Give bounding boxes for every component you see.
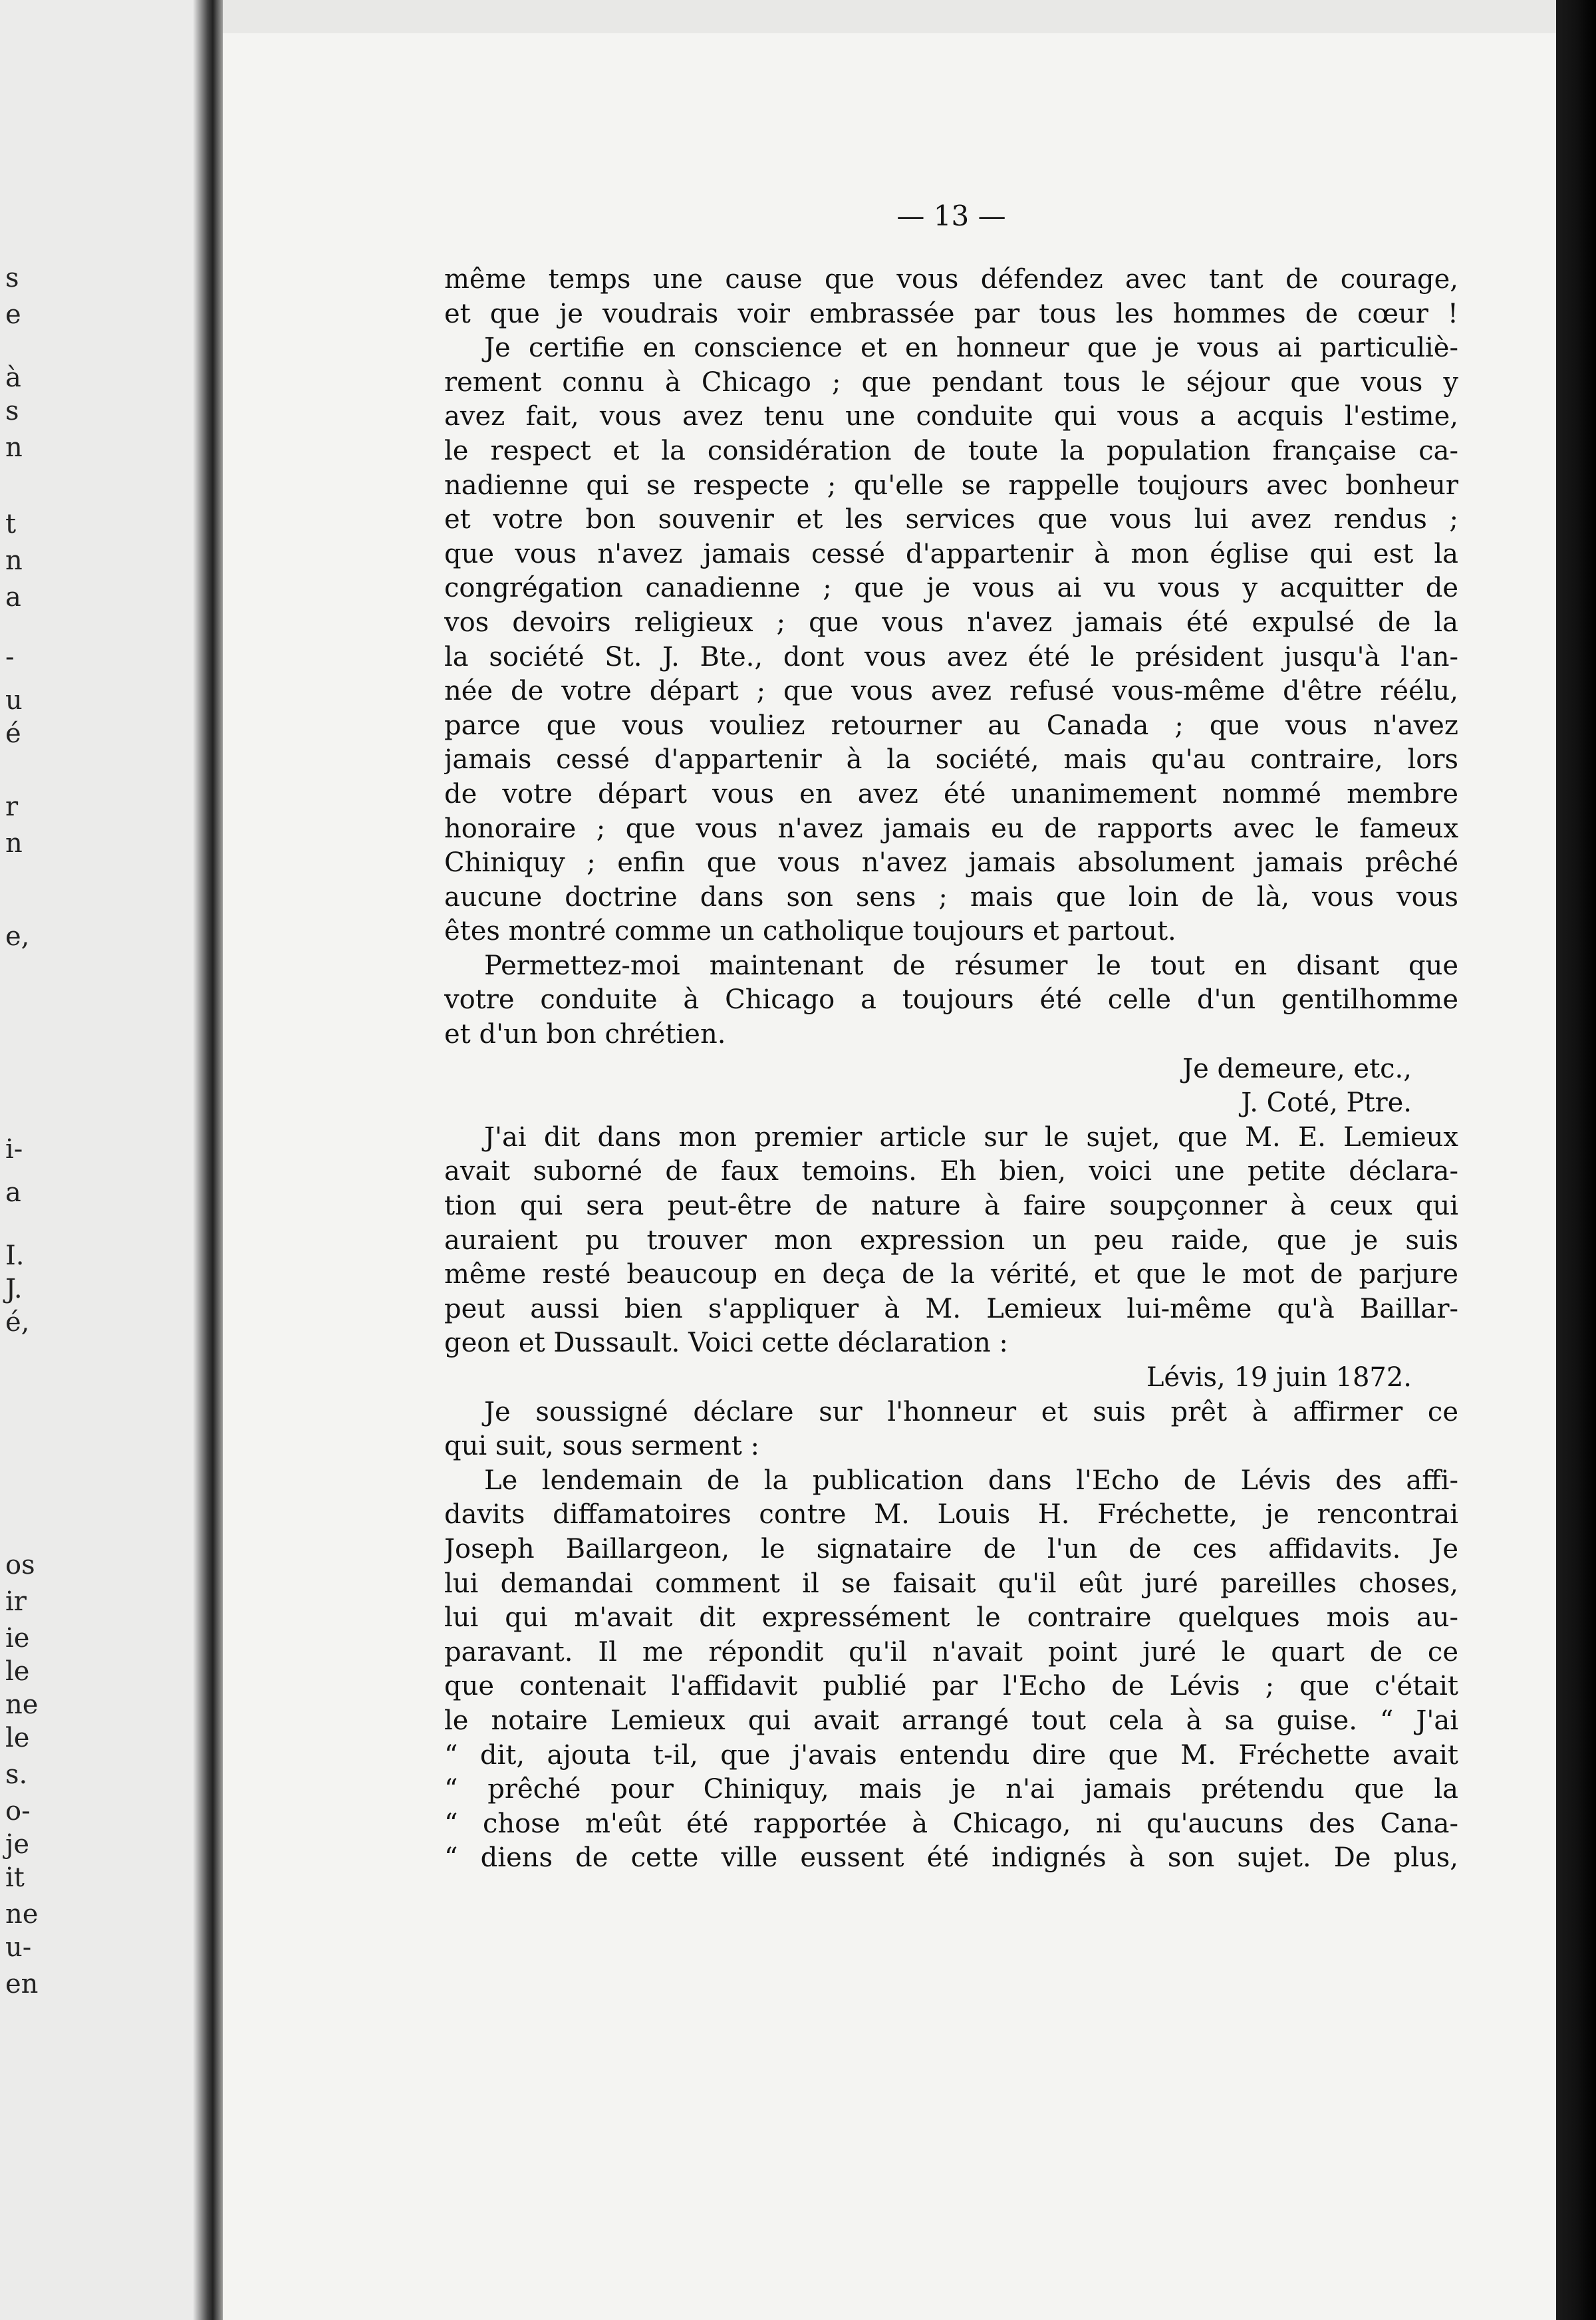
text-line: êtes montré comme un catholique toujours et partout. (444, 916, 1176, 947)
text-line: avez fait, vous avez tenu une conduite qui vous a acquis l'estime, (444, 401, 1458, 432)
page-body (444, 263, 1458, 1876)
text-line: et votre bon souvenir et les services que vous lui avez rendus ; (444, 504, 1458, 535)
facing-page-fragment: ie (5, 1623, 30, 1654)
text-line: paravant. Il me répondit qu'il n'avait point juré le quart de ce (444, 1636, 1458, 1668)
text-line: parce que vous vouliez retourner au Canada ; que vous n'avez (444, 710, 1458, 741)
text-line: honoraire ; que vous n'avez jamais eu de rapports avec le fameux (444, 813, 1458, 844)
facing-page-fragment: a (5, 582, 21, 613)
text-line: “ dit, ajouta t-il, que j'avais entendu dire que M. Fréchette avait (444, 1739, 1458, 1771)
text-line: Joseph Baillargeon, le signataire de l'un de ces affidavits. Je (444, 1533, 1458, 1564)
facing-page-fragment: é (5, 718, 21, 749)
text-line: auraient pu trouver mon expression un peu raide, que je suis (444, 1225, 1458, 1256)
facing-page-fragment: u- (5, 1932, 32, 1963)
text-line: “ chose m'eût été rapportée à Chicago, ni qu'aucuns des Cana- (444, 1808, 1458, 1839)
facing-page-fragment: - (5, 642, 15, 672)
facing-page-fragment: s (5, 396, 19, 426)
facing-page-fragment: à (5, 362, 21, 393)
text-line: “ prêché pour Chiniquy, mais je n'ai jamais prétendu que la (444, 1774, 1458, 1805)
text-line: J'ai dit dans mon premier article sur le sujet, que M. E. Lemieux (484, 1121, 1458, 1153)
facing-page-fragment: je (5, 1829, 30, 1860)
page-top-edge (223, 0, 1556, 33)
facing-page-fragment: en (5, 1969, 39, 1999)
text-line: tion qui sera peut-être de nature à faire soupçonner à ceux qui (444, 1191, 1458, 1222)
facing-page-fragment: r (5, 792, 19, 822)
facing-page-fragment: n (5, 828, 23, 859)
text-line: avait suborné de faux temoins. Eh bien, voici une petite déclara- (444, 1156, 1458, 1187)
text-line: vos devoirs religieux ; que vous n'avez jamais été expulsé de la (444, 607, 1458, 638)
text-line: davits diffamatoires contre M. Louis H. Fréchette, je rencontrai (444, 1499, 1458, 1530)
facing-page-fragment: a (5, 1177, 21, 1208)
text-line: aucune doctrine dans son sens ; mais que loin de là, vous vous (444, 881, 1458, 913)
text-line: nadienne qui se respecte ; qu'elle se rappelle toujours avec bonheur (444, 470, 1458, 501)
text-line: lui demandai comment il se faisait qu'il eût juré pareilles choses, (444, 1568, 1458, 1599)
facing-page-fragment: n (5, 432, 23, 463)
facing-page-fragment: ne (5, 1689, 39, 1720)
letter-closing: Je demeure, etc., (1182, 1053, 1412, 1084)
book-spine (193, 0, 226, 2320)
text-line: votre conduite à Chicago a toujours été celle d'un gentilhomme (444, 984, 1458, 1016)
text-line: “ diens de cette ville eussent été indignés à son sujet. De plus, (444, 1842, 1458, 1874)
facing-page-fragment: e (5, 299, 21, 330)
text-line: même resté beaucoup en deça de la vérité, et que le mot de parjure (444, 1259, 1458, 1290)
text-line: et que je voudrais voir embrassée par tous les hommes de cœur ! (444, 298, 1458, 329)
page-number: — 13 — (896, 200, 1006, 232)
text-line: jamais cessé d'appartenir à la société, mais qu'au contraire, lors (444, 744, 1458, 776)
text-line: Le lendemain de la publication dans l'Echo de Lévis des affi- (484, 1465, 1458, 1496)
facing-page-fragment: u (5, 685, 23, 716)
facing-page-fragment: e, (5, 921, 30, 952)
facing-page-fragment: t (5, 509, 17, 539)
text-line: le notaire Lemieux qui avait arrangé tout cela à sa guise. “ J'ai (444, 1705, 1458, 1736)
text-line: le respect et la considération de toute la population française ca- (444, 435, 1458, 466)
text-line: que vous n'avez jamais cessé d'appartenir à mon église qui est la (444, 538, 1458, 569)
scan-border (1556, 0, 1596, 2320)
text-line: de votre départ vous en avez été unanimement nommé membre (444, 778, 1458, 809)
text-line: la société St. J. Bte., dont vous avez été le président jusqu'à l'an- (444, 641, 1458, 672)
text-line: rement connu à Chicago ; que pendant tous le séjour que vous y (444, 366, 1458, 398)
facing-page-fragment: i- (5, 1134, 23, 1165)
facing-page-text-fragments (0, 0, 66, 2320)
facing-page-fragment: s (5, 263, 19, 293)
facing-page-fragment: os (5, 1550, 35, 1580)
facing-page-fragment: J. (5, 1274, 23, 1304)
facing-page-fragment: s. (5, 1759, 28, 1790)
facing-page-fragment: n (5, 545, 23, 576)
text-line: geon et Dussault. Voici cette déclaration : (444, 1328, 1008, 1359)
facing-page-fragment: é, (5, 1307, 30, 1338)
letter-signature: J. Coté, Ptre. (1241, 1088, 1412, 1119)
declaration-dateline: Lévis, 19 juin 1872. (1146, 1362, 1412, 1393)
text-line: même temps une cause que vous défendez avec tant de courage, (444, 264, 1458, 295)
text-line: peut aussi bien s'appliquer à M. Lemieux lui-même qu'à Baillar- (444, 1293, 1458, 1324)
facing-page-fragment: le (5, 1656, 30, 1687)
text-line: congrégation canadienne ; que je vous ai vu vous y acquitter de (444, 573, 1458, 604)
facing-page-fragment: ir (5, 1586, 27, 1617)
text-line: Permettez-moi maintenant de résumer le tout en disant que (484, 950, 1458, 981)
facing-page-fragment: le (5, 1723, 30, 1753)
text-line: Je soussigné déclare sur l'honneur et suis prêt à affirmer ce (484, 1396, 1458, 1427)
facing-page-fragment: ne (5, 1899, 39, 1930)
text-line: née de votre départ ; que vous avez refusé vous-même d'être réélu, (444, 676, 1458, 707)
text-line: lui qui m'avait dit expressément le contraire quelques mois au- (444, 1602, 1458, 1634)
facing-page-fragment: it (5, 1862, 25, 1893)
text-line: et d'un bon chrétien. (444, 1019, 726, 1050)
text-line: qui suit, sous serment : (444, 1431, 760, 1462)
text-line: Je certifie en conscience et en honneur que je vous ai particuliè- (484, 333, 1458, 364)
facing-page-fragment: I. (5, 1240, 25, 1271)
text-line: Chiniquy ; enfin que vous n'avez jamais absolument jamais prêché (444, 847, 1458, 879)
facing-page-fragment: o- (5, 1796, 31, 1826)
text-line: que contenait l'affidavit publié par l'Echo de Lévis ; que c'était (444, 1671, 1458, 1702)
